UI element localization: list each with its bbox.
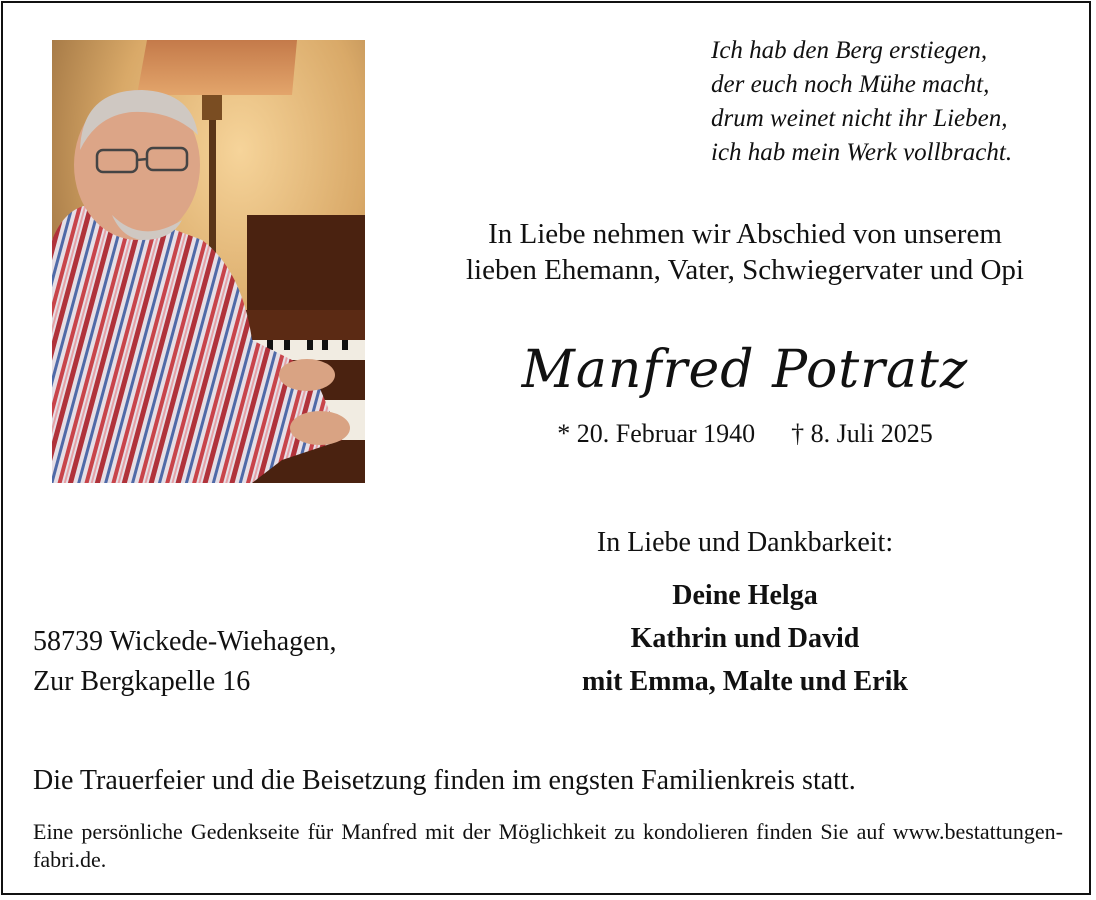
poem: [711, 34, 1071, 170]
address-line: 58739 Wickede-Wiehagen,: [33, 626, 337, 657]
poem-line: ich hab mein Werk vollbracht.: [711, 139, 1013, 166]
address: [33, 622, 337, 702]
intro-line: In Liebe nehmen wir Abschied von unserem: [488, 218, 1002, 250]
poem-line: der euch noch Mühe macht,: [711, 71, 990, 98]
memorial-page-note: Eine persönliche Gedenkseite für Manfred mit der Möglichkeit zu kondolieren finden Sie auf www.bestattungen-fabri.de.: [33, 819, 1063, 872]
thanks-heading: In Liebe und Dankbarkeit:: [596, 527, 894, 558]
family-line: mit Emma, Malte und Erik: [582, 666, 908, 697]
life-dates: [400, 417, 1090, 451]
death-date: † 8. Juli 2025: [791, 419, 933, 448]
intro-line: lieben Ehemann, Vater, Schwiegervater und Opi: [466, 254, 1024, 286]
poem-line: Ich hab den Berg erstiegen,: [711, 37, 988, 64]
address-line: Zur Bergkapelle 16: [33, 666, 251, 697]
family-line: Deine Helga: [672, 580, 818, 611]
farewell-intro: [400, 216, 1090, 288]
family-line: Kathrin und David: [630, 623, 860, 654]
portrait-photo: [52, 40, 365, 483]
family-signature: [400, 574, 1090, 703]
ceremony-note: Die Trauerfeier und die Beisetzung finden im engsten Familienkreis statt.: [33, 765, 856, 796]
poem-line: drum weinet nicht ihr Lieben,: [711, 105, 1008, 132]
deceased-name: Manfred Potratz: [521, 340, 969, 400]
birth-date: * 20. Februar 1940: [557, 419, 756, 448]
